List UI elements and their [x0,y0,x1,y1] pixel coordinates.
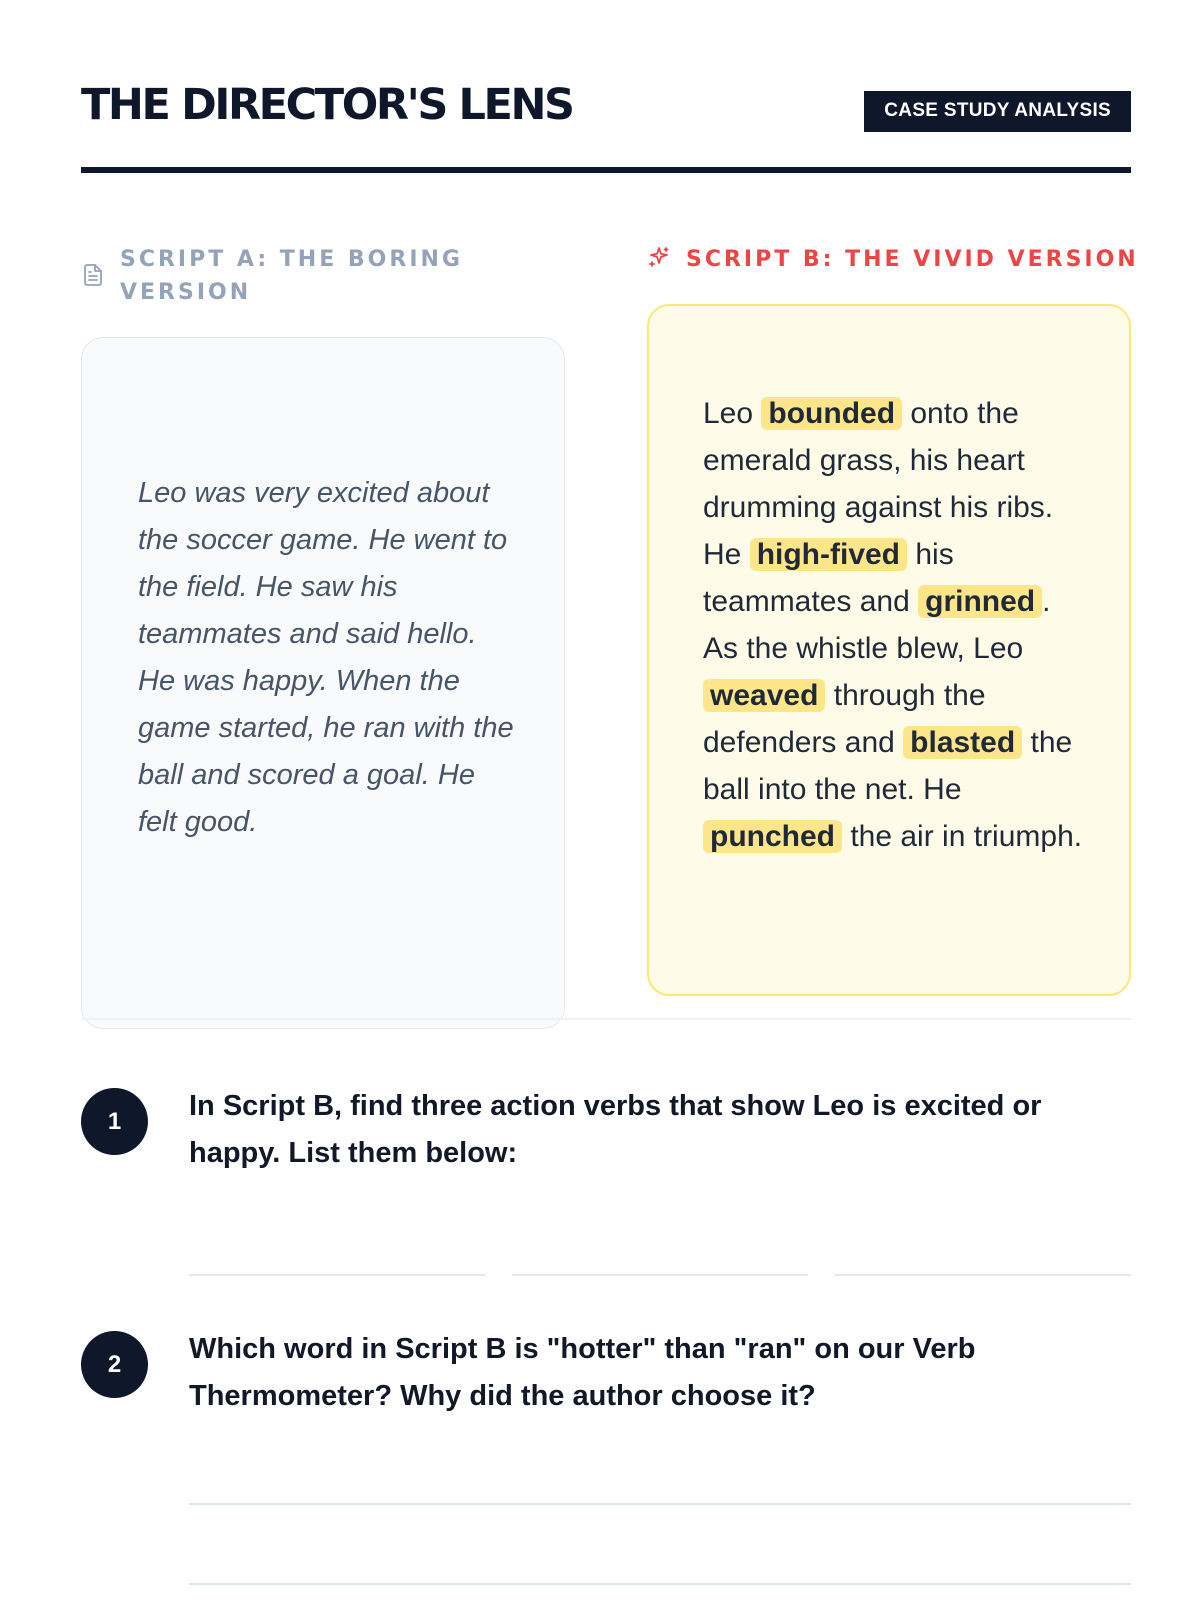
answer-line-1a[interactable] [189,1274,485,1276]
worksheet-page [81,0,1139,1600]
question-1-number: 1 [81,1088,148,1155]
script-b-heading [647,243,1139,276]
highlighted-verb: grinned [918,585,1042,618]
script-b-segment: the air in triumph. [842,820,1083,853]
document-icon [81,263,105,287]
script-a-text: Leo was very excited about the soccer game. He went to the field. He saw his teammates and said hello. He was happy. When the game started, he ran with the ball and scored a goal. He felt good. [138,477,514,838]
question-1-text: In Script B, find three action verbs that show Leo is excited or happy. List them below: [189,1090,1042,1169]
header-divider [81,167,1131,173]
script-b-segment: his teammates and [703,538,954,618]
script-a-heading [81,243,501,309]
page-title: THE DIRECTOR'S LENS [81,80,573,130]
answer-line-1b[interactable] [512,1274,808,1276]
highlighted-verb: weaved [703,679,825,712]
section-divider [81,1018,1131,1020]
script-b-text [703,390,1083,860]
highlighted-verb: punched [703,820,842,853]
highlighted-verb: high-fived [750,538,907,571]
highlighted-verb: bounded [761,397,902,430]
script-b-segment: through the defenders and [703,679,986,759]
script-b-segment: the ball into the net. He [703,726,1073,806]
script-b-segment: onto the emerald grass, his heart drumming against his ribs. He [703,397,1054,571]
question-2-text: Which word in Script B is "hotter" than "ran" on our Verb Thermometer? Why did the author choose it? [189,1333,976,1412]
answer-line-1c[interactable] [835,1274,1131,1276]
answer-line-2a[interactable] [189,1503,1131,1505]
sparkles-icon [647,245,671,269]
highlighted-verb: blasted [903,726,1022,759]
case-study-badge: CASE STUDY ANALYSIS [864,91,1131,132]
script-b-segment: . As the whistle blew, Leo [703,585,1051,665]
script-b-segment: Leo [703,397,762,430]
script-b-label: SCRIPT B: THE VIVID VERSION [686,247,1139,272]
script-a-label: SCRIPT A: THE BORING VERSION [120,247,463,305]
header [81,78,1131,144]
question-2-number: 2 [81,1331,148,1398]
answer-line-2b[interactable] [189,1583,1131,1585]
